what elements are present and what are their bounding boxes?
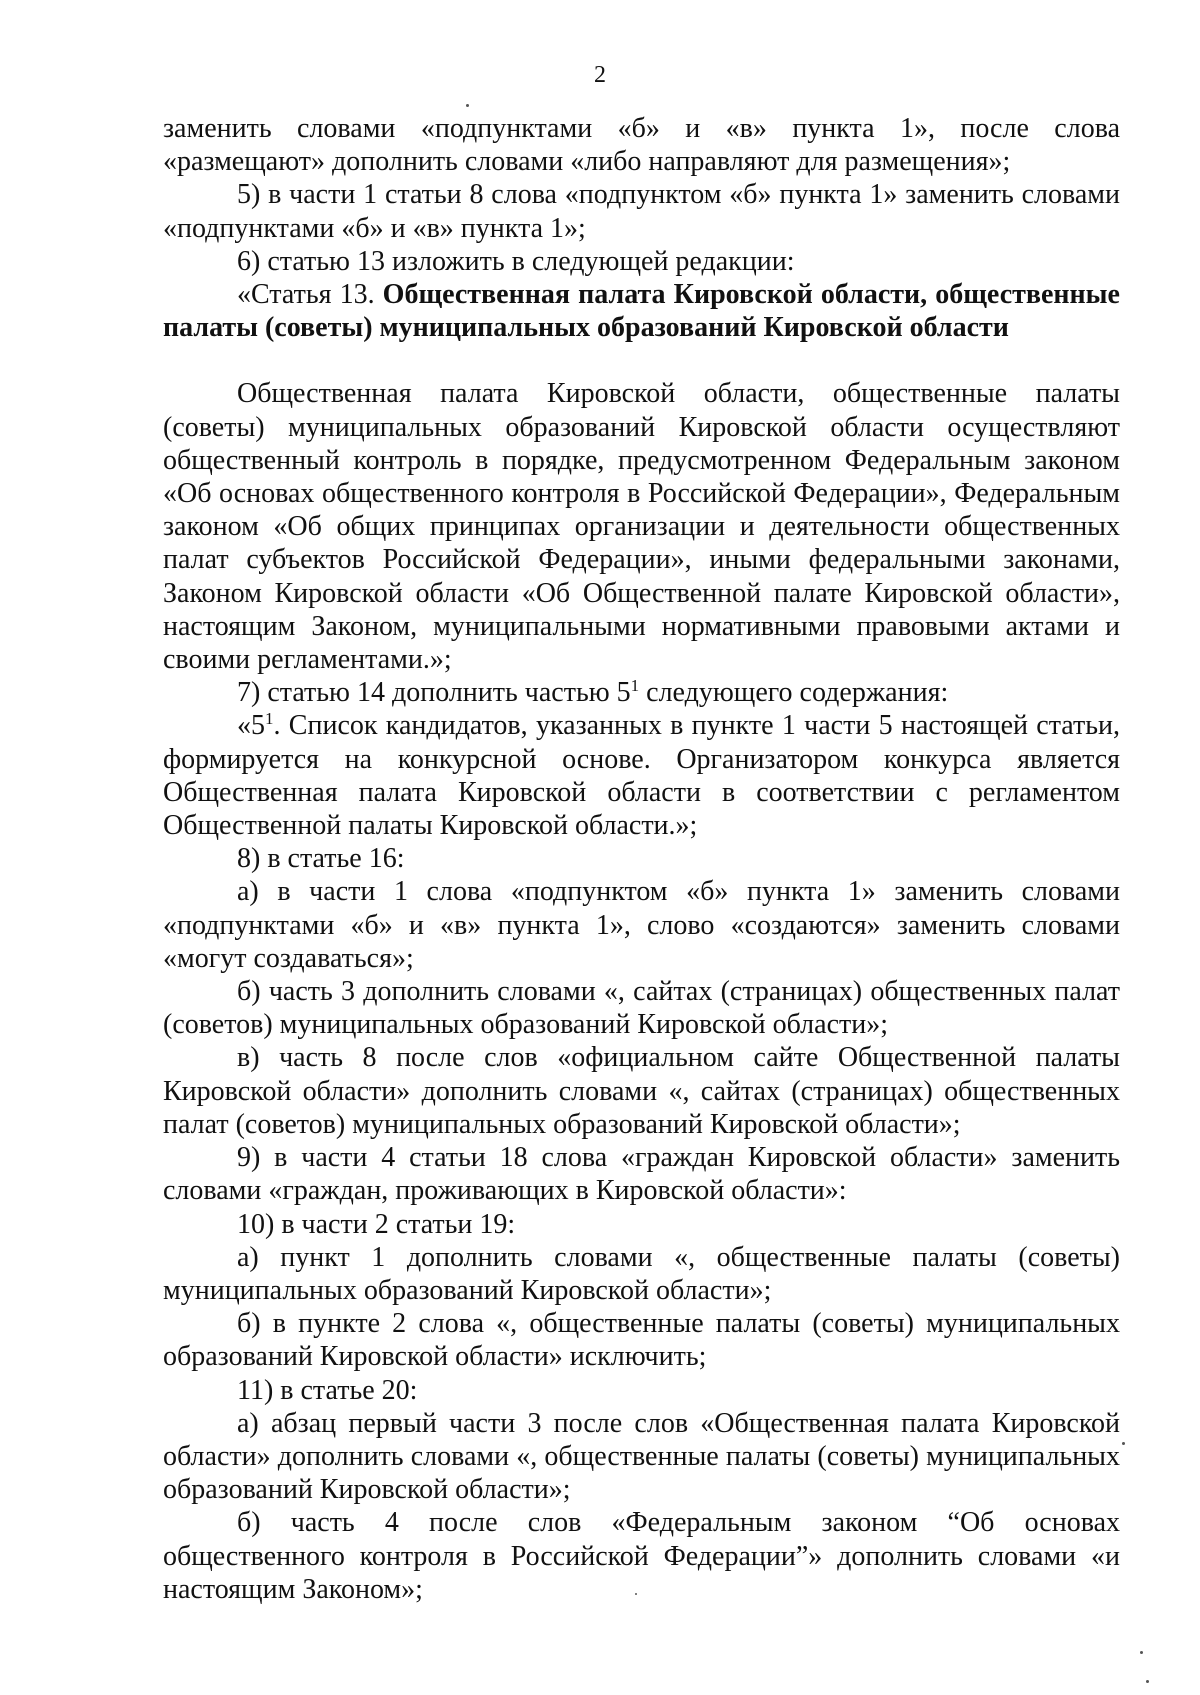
page-number: 2 bbox=[594, 62, 606, 88]
scan-speck bbox=[1146, 1680, 1149, 1683]
paragraph-item-6: 6) статью 13 изложить в следующей редакции: bbox=[237, 245, 795, 277]
superscript-1: 1 bbox=[630, 676, 640, 696]
part-5-1-text: . Список кандидатов, указанных в пункте 1 части 5 настоящей статьи, формируется на конкурсной основе. Организатором конкурса является Общественная палата Кировской области в соответствии с регламентом Общественной палаты Кировской области.»; bbox=[163, 710, 1120, 842]
paragraph-item-11b: б) часть 4 после слов «Федеральным законом “Об основах общественного контроля в Российской Федерации”» дополнить словами «и настоящим Законом»; bbox=[163, 1507, 1120, 1605]
superscript-1: 1 bbox=[265, 709, 274, 729]
article-13-heading bbox=[163, 278, 1120, 344]
document-body bbox=[163, 112, 1120, 1606]
paragraph-item-9: 9) в части 4 статьи 18 слова «граждан Кировской области» заменить словами «граждан, проживающих в Кировской области»: bbox=[163, 1142, 1120, 1207]
article-13-title: Общественная палата Кировской области, общественные палаты (советы) муниципальных образований Кировской области bbox=[163, 279, 1120, 344]
paragraph-item-8b: б) часть 3 дополнить словами «, сайтах (страницах) общественных палат (советов) муниципальных образований Кировской области»; bbox=[163, 976, 1120, 1041]
paragraph-item-8a: а) в части 1 слова «подпунктом «б» пункта 1» заменить словами «подпунктами «б» и «в» пункта 1», слово «создаются» заменить словами «могут создаваться»; bbox=[163, 876, 1120, 974]
article-13-prefix: «Статья 13. bbox=[237, 279, 383, 311]
paragraph-item-5: 5) в части 1 статьи 8 слова «подпунктом «б» пункта 1» заменить словами «подпунктами «б» и «в» пункта 1»; bbox=[163, 179, 1120, 244]
heading-spacer bbox=[163, 344, 1120, 377]
scan-speck bbox=[466, 104, 469, 107]
item-7-text: 7) статью 14 дополнить частью 5 bbox=[237, 677, 631, 709]
paragraph-part-5-1 bbox=[163, 709, 1120, 842]
scan-speck bbox=[1122, 1442, 1125, 1445]
scan-speck bbox=[635, 1593, 637, 1595]
paragraph-item-11: 11) в статье 20: bbox=[237, 1374, 418, 1406]
paragraph-item-10b: б) в пункте 2 слова «, общественные палаты (советы) муниципальных образований Кировской области» исключить; bbox=[163, 1308, 1120, 1373]
paragraph-item-7 bbox=[163, 676, 1120, 709]
item-7-text-end: следующего содержания: bbox=[639, 677, 949, 709]
paragraph-item-10: 10) в части 2 статьи 19: bbox=[237, 1208, 516, 1240]
article-13-text: Общественная палата Кировской области, общественные палаты (советы) муниципальных образований Кировской области осуществляют общественный контроль в порядке, предусмотренном Федеральным законом «Об основах общественного контроля в Российской Федерации», Федеральным законом «Об общих принципах организации и деятельности общественных палат субъектов Российской Федерации», иными федеральными законами, Законом Кировской области «Об Общественной палате Кировской области», настоящим Законом, муниципальными нормативными правовыми актами и своими регламентами.»; bbox=[163, 378, 1120, 676]
paragraph-continuation: заменить словами «подпунктами «б» и «в» пункта 1», после слова «размещают» дополнить словами «либо направляют для размещения»; bbox=[163, 113, 1120, 178]
paragraph-item-8v: в) часть 8 после слов «официальном сайте Общественной палаты Кировской области» дополнить словами «, сайтах (страницах) общественных палат (советов) муниципальных образований Кировской области»; bbox=[163, 1042, 1120, 1140]
paragraph-item-11a: а) абзац первый части 3 после слов «Общественная палата Кировской области» дополнить словами «, общественные палаты (советы) муниципальных образований Кировской области»; bbox=[163, 1407, 1120, 1506]
scan-speck bbox=[1140, 1651, 1143, 1654]
paragraph-item-8: 8) в статье 16: bbox=[237, 843, 405, 875]
part-5-1-start: «5 bbox=[237, 710, 265, 742]
paragraph-item-10a: а) пункт 1 дополнить словами «, общественные палаты (советы) муниципальных образований Кировской области»; bbox=[163, 1241, 1120, 1306]
